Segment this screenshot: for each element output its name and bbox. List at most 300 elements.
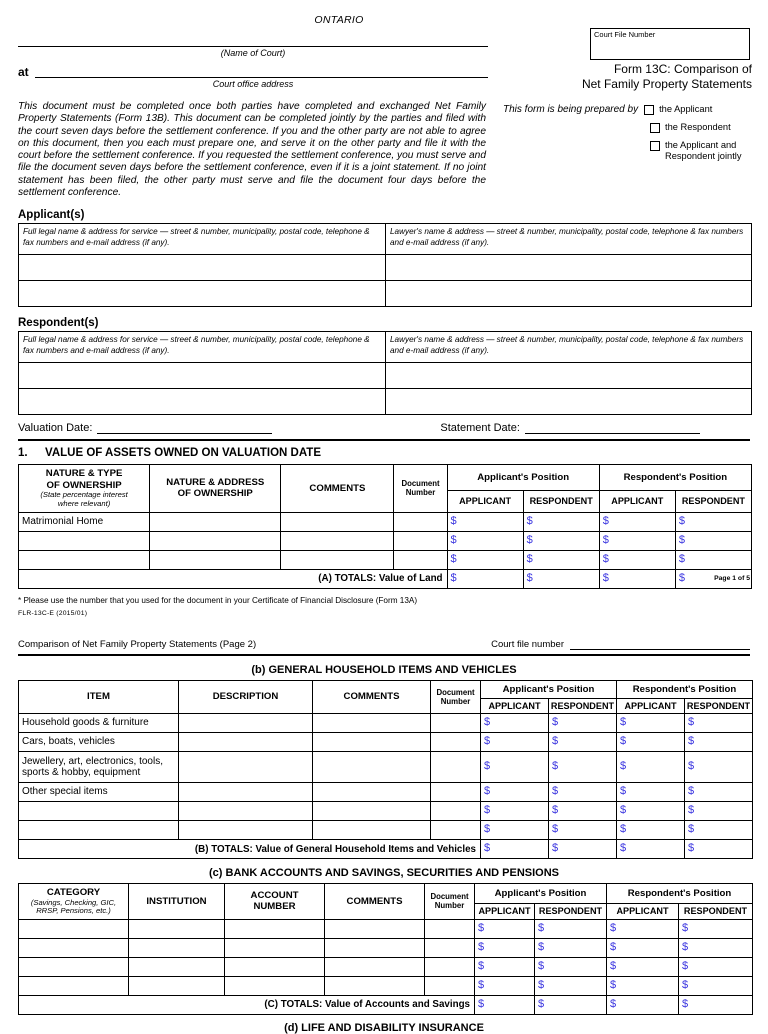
row-amount-applicant-r[interactable] (617, 752, 685, 783)
at-label: at (18, 65, 29, 79)
table-row (19, 332, 752, 363)
row-amount-respondent-a[interactable] (523, 550, 599, 569)
table-row (19, 363, 752, 389)
page-2-divider-rule (18, 654, 750, 656)
total-label-a: (A) TOTALS: Value of Land (19, 569, 448, 588)
currency-symbol: $ (552, 804, 559, 817)
row-comments-field[interactable] (313, 752, 431, 783)
currency-symbol: $ (678, 533, 685, 546)
row-comments-field[interactable] (325, 938, 425, 957)
row-amount-respondent-a[interactable] (535, 957, 607, 976)
row-nature-address-field[interactable] (150, 512, 281, 531)
currency-symbol: $ (450, 514, 457, 527)
checkbox-applicant-and-respondent-jointly[interactable] (650, 141, 660, 151)
currency-symbol: $ (678, 514, 685, 527)
form-page-2 (0, 639, 768, 1034)
court-office-address-input-line[interactable] (35, 77, 488, 78)
row-label[interactable]: Cars, boats, vehicles (19, 733, 179, 752)
currency-symbol: $ (620, 735, 627, 748)
row-amount-respondent-a[interactable] (535, 938, 607, 957)
table-row (19, 976, 753, 995)
row-amount-applicant-a[interactable] (481, 752, 549, 783)
table-row (19, 255, 752, 281)
row-document-number-field[interactable] (425, 919, 475, 938)
row-label[interactable]: Jewellery, art, electronics, tools, sports & hobby, equipment (19, 752, 179, 783)
assets-table-section-c (18, 883, 753, 1015)
court-office-address-row (18, 67, 488, 78)
row-label[interactable] (19, 957, 129, 976)
assets-table-section-a (18, 464, 752, 588)
row-document-number-field[interactable] (394, 531, 447, 550)
total-amount-applicant-a[interactable] (475, 995, 535, 1014)
row-document-number-field[interactable] (431, 733, 481, 752)
currency-symbol: $ (610, 997, 617, 1010)
row-amount-applicant-r[interactable] (599, 531, 675, 550)
currency-symbol: $ (678, 571, 685, 584)
col-header-comments: COMMENTS (313, 680, 431, 714)
row-amount-respondent-r[interactable] (679, 957, 753, 976)
row-label[interactable] (19, 802, 179, 821)
total-amount-respondent-a[interactable] (535, 995, 607, 1014)
row-amount-respondent-r[interactable] (675, 550, 751, 569)
row-document-number-field[interactable] (394, 550, 447, 569)
row-amount-applicant-a[interactable] (475, 957, 535, 976)
row-amount-applicant-a[interactable] (447, 512, 523, 531)
row-amount-respondent-r[interactable] (679, 938, 753, 957)
prepared-by-label-2: the Applicant and Respondent jointly (665, 140, 742, 161)
row-amount-respondent-a[interactable] (549, 802, 617, 821)
row-amount-respondent-r[interactable] (685, 752, 753, 783)
col-header-comments: COMMENTS (281, 465, 394, 512)
row-label[interactable] (19, 550, 150, 569)
table-header-row (19, 465, 752, 491)
page-number-1: Page 1 of 5 (714, 575, 750, 582)
currency-symbol: $ (682, 997, 689, 1010)
section-1-heading: VALUE OF ASSETS OWNED ON VALUATION DATE (45, 447, 321, 460)
row-document-number-field[interactable] (431, 752, 481, 783)
total-amount-applicant-r[interactable] (617, 840, 685, 859)
respondents-heading: Respondent(s) (18, 317, 99, 330)
row-institution-field[interactable] (129, 957, 225, 976)
col-header-line-1: Document (436, 687, 475, 697)
row-amount-respondent-a[interactable] (535, 919, 607, 938)
currency-symbol: $ (620, 760, 627, 773)
currency-symbol: $ (602, 533, 609, 546)
col-header-line-2: Number (440, 696, 471, 706)
currency-symbol: $ (682, 959, 689, 972)
row-comments-field[interactable] (313, 714, 431, 733)
row-label[interactable]: Household goods & furniture (19, 714, 179, 733)
row-amount-respondent-r[interactable] (685, 783, 753, 802)
table-row (19, 938, 753, 957)
row-amount-respondent-a[interactable] (523, 531, 599, 550)
total-amount-applicant-a[interactable] (481, 840, 549, 859)
currency-symbol: $ (620, 804, 627, 817)
row-comments-field[interactable] (325, 919, 425, 938)
form-code: FLR-13C-E (2015/01) (18, 609, 88, 617)
row-document-number-field[interactable] (431, 821, 481, 840)
respondent-party-field-1[interactable] (19, 363, 386, 389)
row-amount-applicant-r[interactable] (607, 919, 679, 938)
currency-symbol: $ (688, 804, 695, 817)
valuation-date-input[interactable] (97, 433, 272, 434)
jurisdiction-heading: ONTARIO (314, 14, 364, 26)
row-amount-respondent-r[interactable] (679, 976, 753, 995)
total-amount-applicant-a[interactable] (447, 569, 523, 588)
currency-symbol: $ (526, 514, 533, 527)
col-header-line-1: ACCOUNT (250, 889, 299, 901)
col-header-line-1: Document (401, 479, 440, 489)
currency-symbol: $ (526, 571, 533, 584)
col-header-comments: COMMENTS (325, 884, 425, 920)
row-nature-address-field[interactable] (150, 531, 281, 550)
row-amount-applicant-r[interactable] (607, 976, 679, 995)
row-amount-applicant-r[interactable] (617, 783, 685, 802)
row-nature-address-field[interactable] (150, 550, 281, 569)
table-row (19, 512, 752, 531)
name-of-court-input-line[interactable] (18, 46, 488, 47)
prepared-by-lead: This form is being prepared by (503, 104, 639, 115)
currency-symbol: $ (538, 997, 545, 1010)
valuation-date-label: Valuation Date: (18, 422, 93, 435)
form-title-line-2: Net Family Property Statements (581, 77, 752, 91)
col-header-applicants-position: Applicant's Position (447, 465, 599, 491)
currency-symbol: $ (484, 716, 491, 729)
statement-date-label: Statement Date: (440, 422, 520, 435)
row-label[interactable] (19, 821, 179, 840)
col-header-line-2: Number (434, 901, 465, 911)
row-amount-applicant-a[interactable] (481, 714, 549, 733)
currency-symbol: $ (552, 735, 559, 748)
col-header-line-2: Number (405, 488, 436, 498)
section-c-title: (c) BANK ACCOUNTS AND SAVINGS, SECURITIES AND PENSIONS (209, 867, 559, 880)
applicant-party-field-1[interactable] (19, 255, 386, 281)
currency-symbol: $ (478, 940, 485, 953)
row-amount-applicant-r[interactable] (607, 938, 679, 957)
currency-symbol: $ (620, 785, 627, 798)
currency-symbol: $ (538, 978, 545, 991)
currency-symbol: $ (688, 735, 695, 748)
row-label[interactable] (19, 938, 129, 957)
respondent-lawyer-field-1[interactable] (386, 363, 752, 389)
row-amount-applicant-r[interactable] (607, 957, 679, 976)
respondent-party-field-2[interactable] (19, 389, 386, 415)
row-document-number-field[interactable] (394, 512, 447, 531)
page-2-running-header (18, 639, 750, 650)
currency-symbol: $ (620, 823, 627, 836)
col-header-respondents-position: Respondent's Position (617, 680, 753, 699)
table-row (19, 802, 753, 821)
row-amount-applicant-a[interactable] (475, 938, 535, 957)
row-label[interactable] (19, 531, 150, 550)
col-header-line-1: NATURE & TYPE (45, 468, 123, 480)
row-label[interactable]: Matrimonial Home (19, 512, 150, 531)
currency-symbol: $ (526, 533, 533, 546)
row-amount-applicant-r[interactable] (617, 714, 685, 733)
currency-symbol: $ (538, 959, 545, 972)
row-amount-applicant-r[interactable] (599, 512, 675, 531)
total-amount-respondent-r[interactable] (685, 840, 753, 859)
row-amount-respondent-r[interactable] (675, 531, 751, 550)
respondent-lawyer-field-2[interactable] (386, 389, 752, 415)
currency-symbol: $ (688, 842, 695, 855)
col-header-respondents-position: Respondent's Position (599, 465, 751, 491)
prepared-by-option-joint[interactable] (650, 140, 758, 162)
prepared-by-label-1: the Respondent (665, 122, 731, 132)
prepared-by-option-applicant[interactable] (503, 104, 758, 115)
subcol-applicant-a: APPLICANT (475, 903, 535, 919)
row-description-field[interactable] (179, 752, 313, 783)
row-amount-respondent-r[interactable] (685, 821, 753, 840)
total-label-b: (B) TOTALS: Value of General Household Items and Vehicles (19, 840, 481, 859)
row-account-number-field[interactable] (225, 957, 325, 976)
applicants-table (18, 223, 752, 307)
col-header-line-2: OF OWNERSHIP (177, 488, 253, 500)
row-label[interactable] (19, 919, 129, 938)
table-total-row (19, 840, 753, 859)
currency-symbol: $ (610, 978, 617, 991)
applicant-party-field-2[interactable] (19, 281, 386, 307)
table-total-row (19, 995, 753, 1014)
currency-symbol: $ (478, 978, 485, 991)
total-amount-respondent-a[interactable] (523, 569, 599, 588)
currency-symbol: $ (484, 785, 491, 798)
col-header-line-2: NUMBER (253, 901, 296, 913)
row-amount-applicant-a[interactable] (481, 802, 549, 821)
currency-symbol: $ (450, 552, 457, 565)
col-header-respondents-position: Respondent's Position (607, 884, 753, 904)
currency-symbol: $ (552, 716, 559, 729)
subcol-respondent-r: RESPONDENT (675, 491, 751, 512)
row-amount-applicant-a[interactable] (481, 733, 549, 752)
col-header-line-1: NATURE & ADDRESS (166, 476, 265, 488)
currency-symbol: $ (538, 940, 545, 953)
row-comments-field[interactable] (313, 821, 431, 840)
applicants-heading: Applicant(s) (18, 209, 85, 222)
row-amount-applicant-a[interactable] (475, 919, 535, 938)
subcol-respondent-r: RESPONDENT (685, 699, 753, 714)
applicant-lawyer-column-header: Lawyer's name & address — street & number, municipality, postal code, telephone & fax numbers and e-mail address (if any). (386, 224, 752, 255)
row-amount-respondent-r[interactable] (685, 802, 753, 821)
row-description-field[interactable] (179, 714, 313, 733)
total-amount-respondent-a[interactable] (549, 840, 617, 859)
respondent-lawyer-column-header: Lawyer's name & address — street & number, municipality, postal code, telephone & fax numbers and e-mail address (if any). (386, 332, 752, 363)
row-comments-field[interactable] (325, 957, 425, 976)
currency-symbol: $ (484, 735, 491, 748)
table-row (19, 281, 752, 307)
col-header-description: DESCRIPTION (179, 680, 313, 714)
currency-symbol: $ (678, 552, 685, 565)
table-row (19, 957, 753, 976)
row-document-number-field[interactable] (425, 938, 475, 957)
subcol-applicant-r: APPLICANT (617, 699, 685, 714)
row-comments-field[interactable] (313, 802, 431, 821)
row-description-field[interactable] (179, 783, 313, 802)
section-d-title: (d) LIFE AND DISABILITY INSURANCE (284, 1021, 484, 1034)
court-office-address-caption: Court office address (212, 79, 294, 89)
col-header-nature-type-of-ownership (19, 465, 150, 512)
currency-symbol: $ (688, 716, 695, 729)
instructions-paragraph: This document must be completed once both parties have completed and exchanged Net Family Property Statements (Form 13B). This document can be completed jointly by the parties and filed with the court seven days before the settlement conference. If you and the other party are not able to agree on this document, then you each must prepare one, and serve it on the other party and file it with the court before the settlement conference. If you requested the settlement conference, you must serve and file the document seven days before the settlement conference, even if it is a joint statement. If no joint statement has been filed, the other party must serve and file the document four days before the settlement conference. (18, 101, 486, 199)
footnote-disclosure: * Please use the number that you used for the document in your Certificate of Financial Disclosure (Form 13A) (18, 595, 418, 605)
col-header-item: ITEM (19, 680, 179, 714)
row-amount-applicant-a[interactable] (481, 783, 549, 802)
currency-symbol: $ (552, 823, 559, 836)
row-account-number-field[interactable] (225, 938, 325, 957)
col-header-document-number (394, 465, 447, 512)
total-amount-respondent-r[interactable] (679, 995, 753, 1014)
row-label[interactable]: Other special items (19, 783, 179, 802)
row-account-number-field[interactable] (225, 976, 325, 995)
currency-symbol: $ (620, 842, 627, 855)
row-comments-field[interactable] (281, 550, 394, 569)
row-amount-respondent-a[interactable] (549, 752, 617, 783)
row-amount-respondent-a[interactable] (549, 783, 617, 802)
row-amount-respondent-a[interactable] (549, 733, 617, 752)
form-title (520, 62, 752, 92)
row-institution-field[interactable] (129, 919, 225, 938)
currency-symbol: $ (450, 571, 457, 584)
col-header-nature-address-of-ownership (150, 465, 281, 512)
currency-symbol: $ (552, 842, 559, 855)
prepared-by-block (503, 104, 758, 169)
row-amount-applicant-a[interactable] (475, 976, 535, 995)
row-amount-applicant-a[interactable] (447, 531, 523, 550)
table-row (19, 224, 752, 255)
applicant-lawyer-field-2[interactable] (386, 281, 752, 307)
row-document-number-field[interactable] (431, 783, 481, 802)
col-header-line-2: OF OWNERSHIP (46, 479, 122, 491)
currency-symbol: $ (484, 842, 491, 855)
row-institution-field[interactable] (129, 976, 225, 995)
court-file-number-box[interactable] (590, 28, 750, 60)
row-document-number-field[interactable] (425, 957, 475, 976)
subcol-applicant-r: APPLICANT (607, 903, 679, 919)
currency-symbol: $ (484, 804, 491, 817)
currency-symbol: $ (682, 978, 689, 991)
currency-symbol: $ (450, 533, 457, 546)
row-account-number-field[interactable] (225, 919, 325, 938)
currency-symbol: $ (602, 571, 609, 584)
currency-symbol: $ (478, 997, 485, 1010)
row-amount-applicant-a[interactable] (447, 550, 523, 569)
currency-symbol: $ (478, 959, 485, 972)
row-description-field[interactable] (179, 802, 313, 821)
form-title-line-1: Form 13C: Comparison of (613, 62, 752, 76)
total-amount-applicant-r[interactable] (599, 569, 675, 588)
row-amount-applicant-a[interactable] (481, 821, 549, 840)
currency-symbol: $ (610, 921, 617, 934)
section-divider-rule (18, 439, 750, 441)
row-document-number-field[interactable] (425, 976, 475, 995)
currency-symbol: $ (688, 760, 695, 773)
row-amount-respondent-r[interactable] (679, 919, 753, 938)
row-institution-field[interactable] (129, 938, 225, 957)
col-header-document-number (431, 680, 481, 714)
row-amount-applicant-r[interactable] (617, 802, 685, 821)
row-document-number-field[interactable] (431, 802, 481, 821)
checkbox-the-applicant[interactable] (644, 105, 654, 115)
statement-date-input[interactable] (525, 433, 700, 434)
row-amount-applicant-r[interactable] (617, 821, 685, 840)
section-1-number: 1. (18, 447, 28, 460)
currency-symbol: $ (538, 921, 545, 934)
respondent-party-column-header: Full legal name & address for service — street & number, municipality, postal code, telephone & fax numbers and e-mail address (if any). (19, 332, 386, 363)
row-amount-respondent-r[interactable] (685, 733, 753, 752)
currency-symbol: $ (484, 760, 491, 773)
prepared-by-option-respondent[interactable] (650, 122, 758, 133)
total-label-c: (C) TOTALS: Value of Accounts and Savings (19, 995, 475, 1014)
row-comments-field[interactable] (281, 531, 394, 550)
court-file-number-label: Court File Number (594, 30, 656, 39)
court-file-number-label-p2: Court file number (491, 638, 564, 650)
currency-symbol: $ (602, 552, 609, 565)
row-amount-applicant-r[interactable] (617, 733, 685, 752)
currency-symbol: $ (552, 760, 559, 773)
respondents-table (18, 331, 752, 415)
assets-table-section-b (18, 680, 753, 860)
col-header-applicants-position: Applicant's Position (481, 680, 617, 699)
subcol-applicant-a: APPLICANT (447, 491, 523, 512)
subcol-respondent-a: RESPONDENT (549, 699, 617, 714)
row-amount-respondent-a[interactable] (549, 821, 617, 840)
col-header-account-number (225, 884, 325, 920)
subcol-respondent-a: RESPONDENT (523, 491, 599, 512)
row-amount-respondent-r[interactable] (675, 512, 751, 531)
section-1-title (18, 447, 750, 459)
row-description-field[interactable] (179, 733, 313, 752)
row-comments-field[interactable] (313, 733, 431, 752)
row-amount-respondent-a[interactable] (523, 512, 599, 531)
row-amount-respondent-a[interactable] (549, 714, 617, 733)
applicant-lawyer-field-1[interactable] (386, 255, 752, 281)
currency-symbol: $ (552, 785, 559, 798)
subcol-applicant-r: APPLICANT (599, 491, 675, 512)
col-header-document-number (425, 884, 475, 920)
col-header-institution: INSTITUTION (129, 884, 225, 920)
row-comments-field[interactable] (281, 512, 394, 531)
row-document-number-field[interactable] (431, 714, 481, 733)
table-row (19, 821, 753, 840)
currency-symbol: $ (484, 823, 491, 836)
table-row (19, 714, 753, 733)
currency-symbol: $ (602, 514, 609, 527)
row-comments-field[interactable] (313, 783, 431, 802)
total-amount-applicant-r[interactable] (607, 995, 679, 1014)
table-total-row (19, 569, 752, 588)
table-header-row (19, 884, 753, 904)
row-amount-respondent-a[interactable] (535, 976, 607, 995)
subcol-respondent-r: RESPONDENT (679, 903, 753, 919)
name-of-court-caption: (Name of Court) (220, 48, 286, 58)
table-header-row (19, 680, 753, 699)
row-description-field[interactable] (179, 821, 313, 840)
currency-symbol: $ (610, 959, 617, 972)
row-amount-respondent-r[interactable] (685, 714, 753, 733)
table-row (19, 389, 752, 415)
row-comments-field[interactable] (325, 976, 425, 995)
court-identification-block (18, 46, 488, 89)
col-header-sub-1: (Savings, Checking, GIC, (30, 897, 117, 907)
running-title: Comparison of Net Family Property Statements (Page 2) (18, 638, 257, 650)
col-header-applicants-position: Applicant's Position (475, 884, 607, 904)
col-header-sub-2: RRSP, Pensions, etc.) (36, 906, 111, 916)
checkbox-the-respondent[interactable] (650, 123, 660, 133)
court-file-number-input-p2[interactable] (570, 649, 750, 650)
table-row (19, 531, 752, 550)
row-amount-applicant-r[interactable] (599, 550, 675, 569)
row-label[interactable] (19, 976, 129, 995)
